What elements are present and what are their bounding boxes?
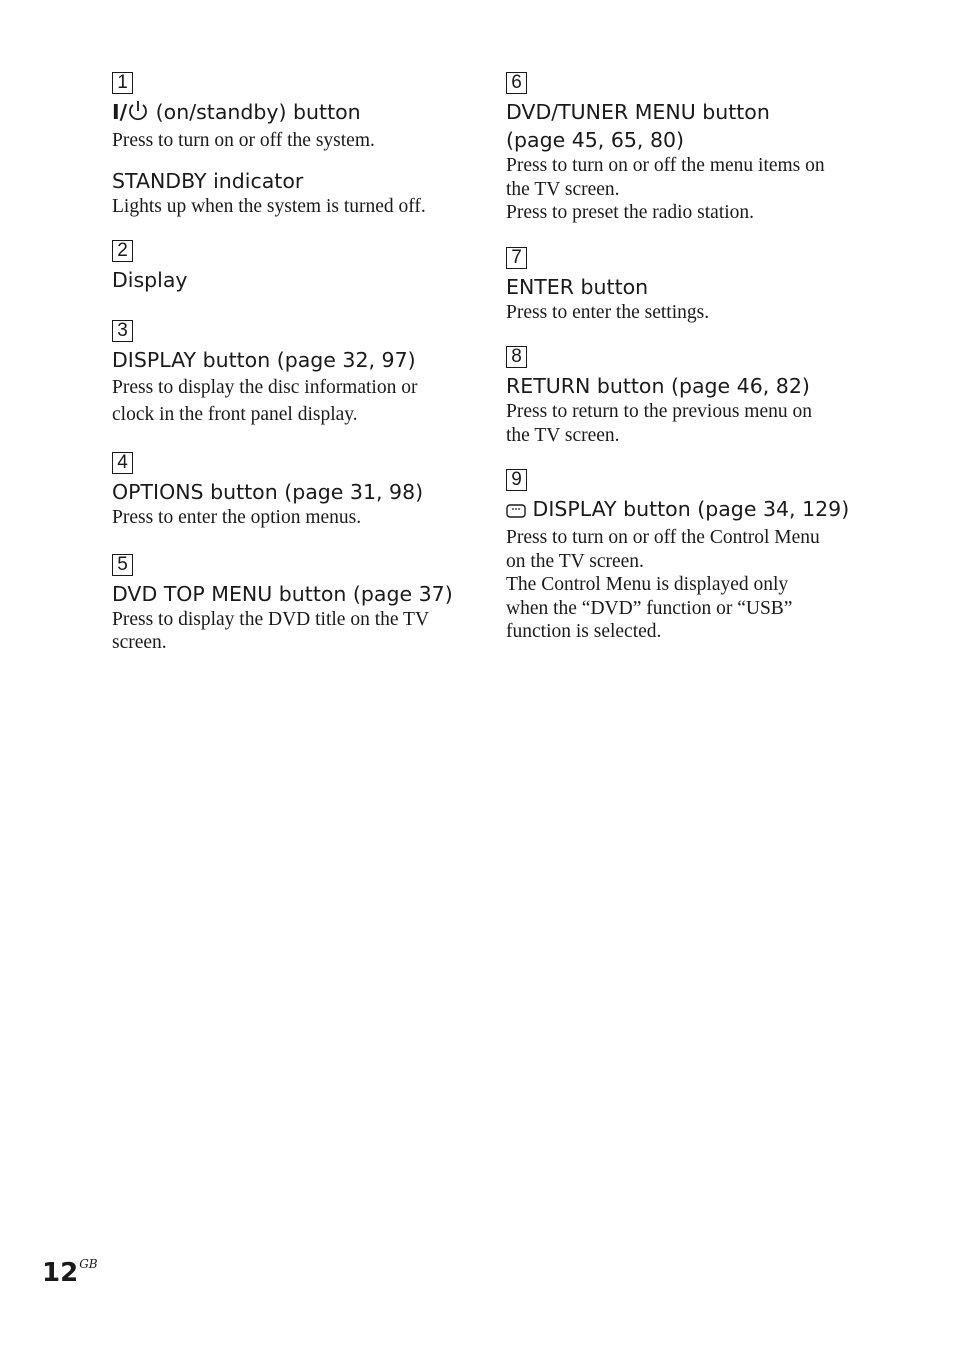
page-number-value: 12 [42,1258,79,1288]
display-icon [506,498,526,526]
description-line: function is selected. [506,621,662,642]
description-line: Press to preset the radio station. [506,202,755,223]
item-description [112,608,472,655]
item-6 [506,72,866,225]
item-heading: DISPLAY button (page 32, 97) [112,348,416,372]
description-line: on the TV screen. [506,550,644,572]
description-line: Press to turn on or off the Control Menu [506,527,820,548]
item-heading [506,495,866,526]
item-9 [506,469,866,644]
item-number: 4 [112,452,133,474]
description-line: Press to display the DVD title on the TV [112,608,430,630]
item-description [112,374,472,428]
item-description [506,400,866,447]
item-heading: DVD TOP MENU button (page 37) [112,581,453,606]
item-heading: RETURN button (page 46, 82) [506,374,810,398]
item-number: 3 [112,320,133,342]
item-number: 2 [112,240,133,262]
power-standby-icon [127,100,149,129]
item-number: 6 [506,72,527,94]
power-prefix: I/ [112,100,128,124]
item-description [506,154,866,225]
item-heading-text: (on/standby) button [155,100,361,124]
item-heading: OPTIONS button (page 31, 98) [112,480,424,504]
right-column [506,72,866,644]
item-7 [506,247,866,325]
description-line: the TV screen. [506,424,620,446]
description-line: Press to display the disc information or [112,377,418,398]
item-heading: Display [112,268,188,292]
page-number [42,1247,98,1290]
description-line: the TV screen. [506,178,620,200]
item-3 [112,320,472,428]
item-8 [506,346,866,447]
description-line: Press to return to the previous menu on [506,401,812,422]
description-line: The Control Menu is displayed only [506,574,789,595]
heading-line: (page 45, 65, 80) [506,128,685,152]
item-heading-text: DISPLAY button (page 34, 129) [532,497,850,521]
item-5 [112,554,472,655]
item-number: 8 [506,346,527,368]
item-description: Press to turn on or off the system. [112,130,375,151]
page-number-suffix: GB [79,1257,98,1271]
item-1 [112,72,472,218]
left-column [112,72,472,655]
item-heading [112,98,472,129]
item-number: 5 [112,554,133,576]
item-number: 7 [506,247,527,269]
item-number: 9 [506,469,527,491]
sub-heading: STANDBY indicator [112,168,304,193]
item-description: Press to enter the settings. [506,301,710,323]
description-line: clock in the front panel display. [112,404,358,425]
sub-description: Lights up when the system is turned off. [112,195,426,217]
item-number: 1 [112,72,133,94]
item-description [506,526,866,644]
item-heading: ENTER button [506,274,649,299]
heading-line: DVD/TUNER MENU button [506,100,770,124]
item-description: Press to enter the option menus. [112,507,362,528]
item-2 [112,240,472,294]
item-4 [112,452,472,530]
item-heading [506,98,866,154]
description-line: when the “DVD” function or “USB” [506,597,793,619]
description-line: Press to turn on or off the menu items on [506,155,825,176]
description-line: screen. [112,632,167,653]
